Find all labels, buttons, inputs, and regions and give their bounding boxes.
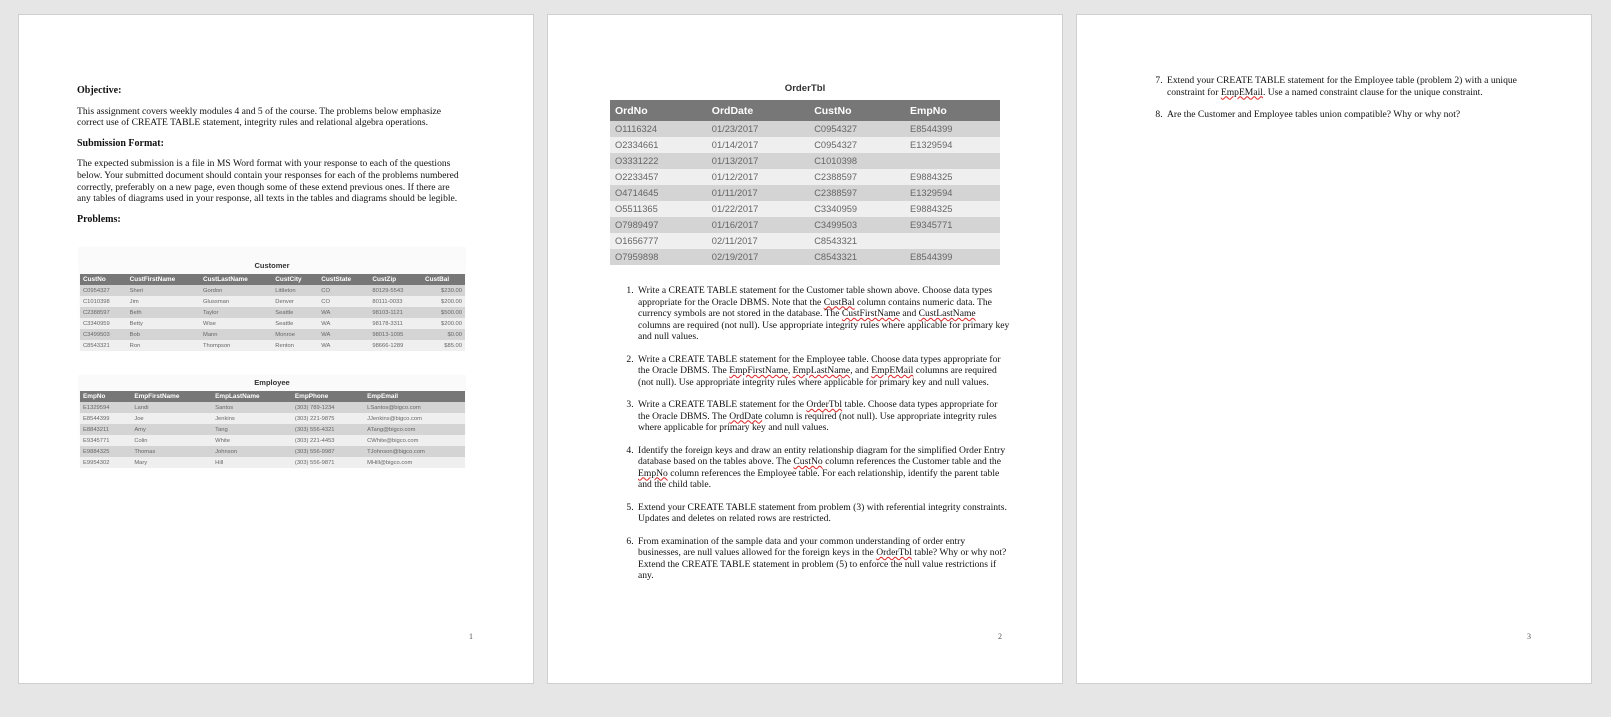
customer-table-caption: Customer xyxy=(254,261,290,270)
problem-text: From examination of the sample data and your common understanding of order entry businesses, are null values allowed for the foreign keys in the xyxy=(638,535,966,558)
ordertbl-table-cell: O3331222 xyxy=(610,153,707,169)
employee-table-header-cell: EmpLastName xyxy=(212,391,292,402)
customer-table-row xyxy=(80,285,465,296)
employee-table-row xyxy=(80,424,465,435)
problem-text: Identify the foreign keys and draw an entity relationship diagram for the simplified Order Entry database based on the tables above. The xyxy=(638,444,1006,467)
problem-text: Extend your CREATE TABLE statement for the Employee table (problem 2) with a unique constraint for xyxy=(1167,75,1517,98)
customer-table-cell: Mann xyxy=(200,329,272,340)
employee-table-cell: Jenkins xyxy=(212,413,292,424)
identifier-term: OrderTbl xyxy=(876,547,912,558)
ordertbl-table-cell: E8544399 xyxy=(905,249,1000,265)
employee-table-cell: E9345771 xyxy=(80,435,131,446)
employee-table-row xyxy=(80,457,465,468)
identifier-term: OrdDate xyxy=(729,410,763,422)
employee-table-cell: Johnson xyxy=(212,446,292,457)
customer-table-cell: Wise xyxy=(200,318,272,329)
ordertbl-table-cell: 01/12/2017 xyxy=(707,169,809,185)
ordertbl-table-cell: C8543321 xyxy=(809,249,905,265)
employee-table-header-cell: EmpEmail xyxy=(364,391,465,402)
customer-table-cell: Denver xyxy=(272,296,318,307)
employee-table-cell: E9884325 xyxy=(80,446,131,457)
customer-table-cell: Betty xyxy=(127,318,200,329)
ordertbl-table-cell: C2388597 xyxy=(809,169,905,185)
problem-text: Write a CREATE TABLE statement for the Customer table shown above. Choose data types appropriate for the Oracle DBMS. Note that the xyxy=(638,285,993,308)
identifier-term: EmpNo xyxy=(638,467,668,479)
ordertbl-table-cell: C3499503 xyxy=(809,217,905,233)
page-number: 1 xyxy=(469,632,473,641)
employee-table-header-cell: EmpPhone xyxy=(292,391,364,402)
ordertbl-table-cell: 01/14/2017 xyxy=(707,137,809,153)
ordertbl-table-cell xyxy=(905,153,1000,169)
identifier-term: OrderTbl xyxy=(806,399,843,410)
employee-table-cell: Mary xyxy=(131,457,212,468)
ordertbl-table-cell: C0954327 xyxy=(809,137,905,153)
employee-table-cell: E9954302 xyxy=(80,457,131,468)
customer-table-cell: Renton xyxy=(272,340,318,351)
ordertbl-table-header-cell: OrdNo xyxy=(610,100,707,121)
customer-table-cell: Sheri xyxy=(127,285,200,296)
ordertbl-table-cell: O5511365 xyxy=(610,201,707,217)
problem-3 xyxy=(636,399,1010,434)
customer-table-header-cell: CustFirstName xyxy=(127,274,200,285)
objective-text: This assignment covers weekly modules 4 and 5 of the course. The problems below emphasize correct use of CREATE TABLE statement, integrity rules and relational algebra operations. xyxy=(77,105,442,129)
ordertbl-table-row xyxy=(610,185,1000,201)
customer-table-header-cell: CustLastName xyxy=(200,274,272,285)
ordertbl-table-cell: O1116324 xyxy=(610,121,707,137)
ordertbl-table-row xyxy=(610,233,1000,249)
customer-table-cell: Taylor xyxy=(200,307,272,318)
problem-text: Write a CREATE TABLE statement for the xyxy=(638,399,807,410)
employee-table-cell: (303) 556-9871 xyxy=(292,457,364,468)
problems-list-7-8 xyxy=(1139,75,1539,132)
customer-table-cell: 98013-1095 xyxy=(369,329,422,340)
employee-table-cell: E8843211 xyxy=(80,424,131,435)
problem-text: , xyxy=(787,365,793,376)
page-1 xyxy=(18,14,534,684)
employee-table-cell: Landi xyxy=(131,402,212,413)
customer-table-cell: C3499503 xyxy=(80,329,127,340)
ordertbl-table-cell: O4714645 xyxy=(610,185,707,201)
employee-table-caption: Employee xyxy=(254,378,290,387)
submission-heading: Submission Format: xyxy=(77,137,164,149)
problem-5 xyxy=(636,502,1010,525)
employee-header-row xyxy=(80,391,465,402)
ordertbl-table-row xyxy=(610,169,1000,185)
employee-table-row xyxy=(80,446,465,457)
customer-table-cell: Thompson xyxy=(200,340,272,351)
customer-table-header-cell: CustZip xyxy=(369,274,422,285)
ordertbl-table-row xyxy=(610,137,1000,153)
customer-table-header-cell: CustState xyxy=(318,274,369,285)
employee-table-cell: LSantos@bigco.com xyxy=(364,402,465,413)
ordertbl-table-cell: O1656777 xyxy=(610,233,707,249)
employee-table-cell: (303) 556-9987 xyxy=(292,446,364,457)
customer-table-cell: WA xyxy=(318,329,369,340)
customer-table-cell: C1010398 xyxy=(80,296,127,307)
identifier-term: EmpLastName xyxy=(792,365,851,376)
identifier-term: EmpEMail xyxy=(1220,86,1263,98)
customer-table-cell: $200.00 xyxy=(422,318,465,329)
customer-table-cell: WA xyxy=(318,340,369,351)
customer-table-figure xyxy=(78,247,466,361)
submission-text: The expected submission is a file in MS Word format with your response to each of the questions below. Your submitted document should contain your responses for each of the problems numbered correctly, preferably on a new page, even though some of these extend previous ones. If there are any tables of diagrams used in your response, all texts in the tables and diagrams should be legible. xyxy=(77,158,459,205)
customer-table-cell: $85.00 xyxy=(422,340,465,351)
ordertbl-table-cell xyxy=(905,233,1000,249)
customer-table-cell: WA xyxy=(318,307,369,318)
employee-table-header-cell: EmpFirstName xyxy=(131,391,212,402)
problem-7 xyxy=(1165,75,1539,98)
identifier-term: CustNo xyxy=(793,456,823,467)
employee-table-row xyxy=(80,402,465,413)
identifier-term: CustFirstName xyxy=(841,308,900,319)
customer-table-cell: $0.00 xyxy=(422,329,465,340)
customer-table-cell: Seattle xyxy=(272,307,318,318)
customer-table-cell: Littleton xyxy=(272,285,318,296)
identifier-term: CustLastName xyxy=(918,308,976,319)
employee-table-cell: Santos xyxy=(212,402,292,413)
ordertbl-table-caption: OrderTbl xyxy=(784,83,826,94)
page-number: 2 xyxy=(998,632,1002,641)
customer-table-cell: Ron xyxy=(127,340,200,351)
problem-text: table. Choose data types appropriate for the Oracle DBMS. The xyxy=(638,399,998,422)
problems-heading: Problems: xyxy=(77,213,121,225)
employee-table-figure xyxy=(78,375,466,477)
employee-table-cell: E8544399 xyxy=(80,413,131,424)
problem-text: column references the Customer table and the xyxy=(822,456,1001,467)
ordertbl-table-cell: 01/16/2017 xyxy=(707,217,809,233)
ordertbl-table-cell: C8543321 xyxy=(809,233,905,249)
customer-table-cell: CO xyxy=(318,296,369,307)
customer-table-cell: 98178-3311 xyxy=(369,318,422,329)
employee-table-cell: Hill xyxy=(212,457,292,468)
problem-text: table? Why or why not? Extend the CREATE TABLE statement in problem (5) to enforce the null value restrictions if any. xyxy=(638,547,1007,581)
ordertbl-table-cell: 02/11/2017 xyxy=(707,233,809,249)
problem-1 xyxy=(636,285,1010,343)
employee-table-cell: (303) 221-9875 xyxy=(292,413,364,424)
identifier-term: EmpFirstName xyxy=(729,365,788,376)
customer-table xyxy=(80,274,465,351)
employee-table-row xyxy=(80,413,465,424)
ordertbl-table-header-cell: EmpNo xyxy=(905,100,1000,121)
problem-2 xyxy=(636,354,1010,389)
customer-table-cell: Glussman xyxy=(200,296,272,307)
identifier-term: EmpEMail xyxy=(871,365,914,376)
employee-table-cell: Colin xyxy=(131,435,212,446)
ordertbl-table-row xyxy=(610,153,1000,169)
customer-table-header-cell: CustNo xyxy=(80,274,127,285)
problem-text: columns are required (not null). Use appropriate integrity rules where applicable for primary key and null values. xyxy=(638,319,1010,342)
problems-list-1-6 xyxy=(610,285,1010,593)
employee-table-cell: JJenkins@bigco.com xyxy=(364,413,465,424)
ordertbl-table-header-cell: CustNo xyxy=(809,100,905,121)
ordertbl-table-cell: 01/22/2017 xyxy=(707,201,809,217)
customer-table-cell: C2388597 xyxy=(80,307,127,318)
ordertbl-table-header-cell: OrdDate xyxy=(707,100,809,121)
ordertbl-table-cell: O7959898 xyxy=(610,249,707,265)
customer-table-cell: 80111-0033 xyxy=(369,296,422,307)
employee-table-cell: Amy xyxy=(131,424,212,435)
customer-table-row xyxy=(80,307,465,318)
employee-table-cell: MHill@bigco.com xyxy=(364,457,465,468)
ordertbl-table-figure xyxy=(610,79,1000,265)
employee-table-cell: Tang xyxy=(212,424,292,435)
problem-8 xyxy=(1165,109,1539,121)
problem-text: . Use a named constraint clause for the unique constraint. xyxy=(1262,86,1483,98)
employee-table-cell: White xyxy=(212,435,292,446)
customer-table-cell: 80129-5543 xyxy=(369,285,422,296)
customer-table-cell: CO xyxy=(318,285,369,296)
problem-text: Are the Customer and Employee tables union compatible? Why or why not? xyxy=(1167,109,1461,120)
problem-text: column is required (not null). Use appropriate integrity rules where applicable for primary key and null values. xyxy=(638,410,997,433)
ordertbl-table-cell: 01/11/2017 xyxy=(707,185,809,201)
page-number: 3 xyxy=(1527,632,1531,641)
ordertbl-table-cell: C2388597 xyxy=(809,185,905,201)
ordertbl-table-cell: C0954327 xyxy=(809,121,905,137)
ordertbl-table-row xyxy=(610,217,1000,233)
employee-table-row xyxy=(80,435,465,446)
ordertbl-table-cell: 02/19/2017 xyxy=(707,249,809,265)
ordertbl-table-row xyxy=(610,121,1000,137)
customer-table-row xyxy=(80,318,465,329)
customer-table-row xyxy=(80,296,465,307)
customer-table-header-cell: CustBal xyxy=(422,274,465,285)
ordertbl-table-row xyxy=(610,201,1000,217)
page-3 xyxy=(1076,14,1592,684)
ordertbl-header-row xyxy=(610,100,1000,121)
ordertbl-table-cell: E9884325 xyxy=(905,201,1000,217)
customer-table-cell: Beth xyxy=(127,307,200,318)
problem-text: , and xyxy=(850,365,872,376)
ordertbl-table-cell: E9345771 xyxy=(905,217,1000,233)
ordertbl-table-cell: O2233457 xyxy=(610,169,707,185)
customer-table-cell: $500.00 xyxy=(422,307,465,318)
ordertbl-table-cell: C3340959 xyxy=(809,201,905,217)
employee-table-cell: ATang@bigco.com xyxy=(364,424,465,435)
customer-table-row xyxy=(80,329,465,340)
ordertbl-table xyxy=(610,100,1000,265)
employee-table xyxy=(80,391,465,468)
ordertbl-table-cell: C1010398 xyxy=(809,153,905,169)
customer-table-cell: 98666-1289 xyxy=(369,340,422,351)
identifier-term: CustBal xyxy=(823,296,855,308)
problem-text: Write a CREATE TABLE statement for the Employee table. Choose data types appropriate for the Oracle DBMS. The xyxy=(638,353,1001,376)
ordertbl-table-cell: E9884325 xyxy=(905,169,1000,185)
customer-table-cell: Monroe xyxy=(272,329,318,340)
ordertbl-table-cell: E8544399 xyxy=(905,121,1000,137)
problem-text: columns are required (not null). Use appropriate integrity rules where applicable for primary key and null values. xyxy=(638,365,997,388)
customer-table-row xyxy=(80,340,465,351)
problem-text: Extend your CREATE TABLE statement from problem (3) with referential integrity constraints. Updates and deletes on related rows are restricted. xyxy=(638,501,1007,524)
employee-table-cell: Thomas xyxy=(131,446,212,457)
customer-table-cell: Jim xyxy=(127,296,200,307)
customer-table-cell: Gordon xyxy=(200,285,272,296)
customer-header-row xyxy=(80,274,465,285)
ordertbl-table-cell: O2334661 xyxy=(610,137,707,153)
page-1-content xyxy=(77,85,460,234)
problem-text: and xyxy=(900,308,919,319)
employee-table-cell: (303) 221-4453 xyxy=(292,435,364,446)
customer-table-cell: C0954327 xyxy=(80,285,127,296)
customer-table-cell: Bob xyxy=(127,329,200,340)
problem-4 xyxy=(636,445,1010,491)
customer-table-cell: $200.00 xyxy=(422,296,465,307)
ordertbl-table-cell: 01/23/2017 xyxy=(707,121,809,137)
employee-table-cell: CWhite@bigco.com xyxy=(364,435,465,446)
employee-table-cell: TJohnson@bigco.com xyxy=(364,446,465,457)
ordertbl-table-cell: 01/13/2017 xyxy=(707,153,809,169)
employee-table-cell: (303) 556-4321 xyxy=(292,424,364,435)
employee-table-cell: Joe xyxy=(131,413,212,424)
page-2 xyxy=(547,14,1063,684)
problem-text: column references the Employee table. For each relationship, identify the parent table and the child table. xyxy=(638,467,1000,490)
customer-table-header-cell: CustCity xyxy=(272,274,318,285)
customer-table-cell: C8543321 xyxy=(80,340,127,351)
objective-heading: Objective: xyxy=(77,85,122,96)
problem-6 xyxy=(636,536,1010,582)
employee-table-cell: E1329594 xyxy=(80,402,131,413)
customer-table-cell: C3340959 xyxy=(80,318,127,329)
ordertbl-table-cell: E1329594 xyxy=(905,137,1000,153)
employee-table-cell: (303) 789-1234 xyxy=(292,402,364,413)
employee-table-header-cell: EmpNo xyxy=(80,391,131,402)
customer-table-cell: WA xyxy=(318,318,369,329)
problem-text: column contains numeric data. The currency symbols are not stored in the database. The xyxy=(638,296,992,319)
customer-table-cell: Seattle xyxy=(272,318,318,329)
customer-table-cell: 98103-1121 xyxy=(369,307,422,318)
ordertbl-table-row xyxy=(610,249,1000,265)
ordertbl-table-cell: E1329594 xyxy=(905,185,1000,201)
ordertbl-table-cell: O7989497 xyxy=(610,217,707,233)
customer-table-cell: $230.00 xyxy=(422,285,465,296)
